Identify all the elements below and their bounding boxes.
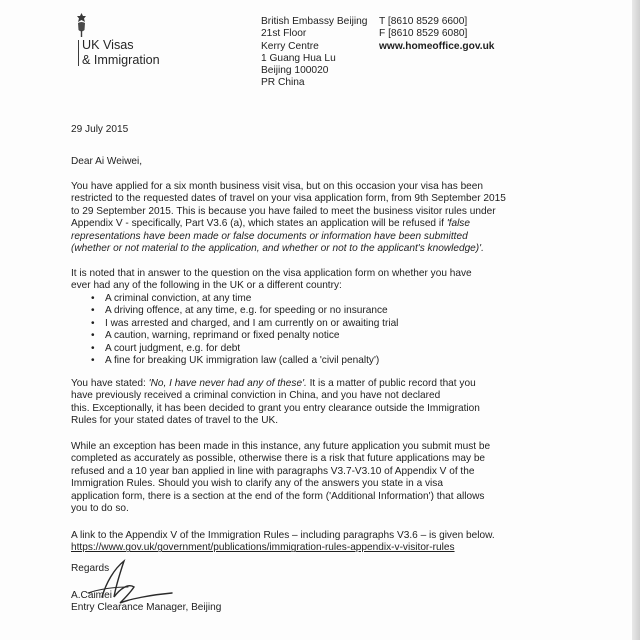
paragraph-line: to 29 September 2015. This is because you have failed to meet the business visitor rules under [71, 205, 496, 217]
page-edge [632, 0, 640, 640]
paragraph-question [71, 268, 523, 293]
paragraph-line: It is noted that in answer to the question on the visa application form on whether you have [71, 268, 472, 279]
list-item: • A caution, warning, reprimand or fixed penalty notice [91, 330, 398, 342]
address-line: Kerry Centre [261, 40, 319, 52]
paragraph-line: You have applied for a six month business visit visa, but on this occasion your visa has been [71, 181, 484, 192]
closing: Regards [71, 563, 110, 574]
paragraph-line: Rules for your stated dates of travel to the UK. [71, 415, 279, 427]
paragraph-line: While an exception has been made in this instance, any future application you submit must be [71, 441, 491, 452]
paragraph-line: this. Exceptionally, it has been decided to grant you entry clearance outside the Immigration [71, 402, 480, 414]
paragraph-text: It is a matter of public record that you [306, 378, 476, 389]
fax-label: F [379, 28, 386, 40]
paragraph-text: Appendix V - specifically, Part V3.6 (a), which states an application will be refused if [71, 218, 447, 230]
list-item: • A driving offence, at any time, e.g. for speeding or no insurance [91, 305, 398, 317]
paragraph-line: restricted to the requested dates of travel on your visa application form, from 9th September 2015 [71, 193, 506, 205]
letter-date: 29 July 2015 [71, 124, 129, 135]
list-item: • I was arrested and charged, and I am currently on or awaiting trial [91, 318, 398, 330]
quoted-rule-line: representations have been made or false documents or information have been submitted [71, 230, 468, 242]
paragraph-line: Immigration Rules. Should you wish to clarify any of the answers you state in a visa [71, 478, 443, 490]
conviction-list [91, 293, 398, 367]
address-line: Beijing 100020 [261, 65, 329, 77]
phone-number: [8610 8529 6600] [387, 16, 468, 27]
royal-crest-icon [74, 12, 89, 38]
list-item: • A fine for breaking UK immigration law (called a 'civil penalty') [91, 355, 398, 367]
paragraph-line [71, 378, 523, 390]
immigration-rules-link[interactable]: https://www.gov.uk/government/publications/immigration-rules-appendix-v-visitor-rules [71, 542, 455, 554]
paragraph-line: application form, there is a section at the end of the form ('Additional Information') that allows [71, 490, 485, 502]
paragraph-warning [71, 441, 523, 515]
fax-number: [8610 8529 6080] [388, 28, 468, 40]
website: www.homeoffice.gov.uk [379, 40, 495, 52]
brand-line-1: UK Visas [82, 38, 134, 52]
paragraph-link [71, 530, 523, 555]
paragraph-text: You have stated: [71, 378, 149, 389]
paragraph-statement [71, 378, 523, 428]
paragraph-line: completed as accurately as possible, otherwise there is a risk that future applications may be [71, 453, 486, 465]
paragraph-line: ever had any of the following in the UK or a different country: [71, 280, 342, 292]
salutation: Dear Ai Weiwei, [71, 156, 143, 167]
paragraph-visa-restriction [71, 181, 523, 255]
signatory-name: A.Caimei [71, 590, 112, 601]
phone-label: T [379, 16, 386, 27]
paragraph-line: A link to the Appendix V of the Immigration Rules – including paragraphs V3.6 – is given below. [71, 530, 495, 541]
list-item: • A criminal conviction, at any time [91, 293, 398, 305]
brand-line-2: & Immigration [82, 52, 160, 67]
address-line: British Embassy Beijing [261, 16, 368, 27]
address-line: 1 Guang Hua Lu [261, 52, 336, 64]
quoted-answer: 'No, I have never had any of these'. [148, 378, 307, 389]
contact-block [379, 16, 494, 53]
brand-name [82, 38, 160, 67]
paragraph-line [71, 218, 523, 230]
signatory-role: Entry Clearance Manager, Beijing [71, 602, 222, 613]
letterhead-rule [78, 40, 79, 66]
address-line: 21st Floor [261, 28, 307, 40]
list-item: • A court judgment, e.g. for debt [91, 343, 398, 355]
quoted-rule-line: (whether or not material to the application, and whether or not to the applicant's knowledge)'. [71, 243, 484, 255]
phone-row [379, 16, 494, 28]
paragraph-line: you to do so. [71, 503, 129, 515]
embassy-address [261, 16, 367, 90]
paragraph-line: have previously received a criminal conviction in China, and you have not declared [71, 390, 441, 402]
fax-row [379, 28, 494, 40]
address-line: PR China [261, 77, 305, 89]
quoted-rule-text: 'false [446, 218, 470, 230]
paragraph-line: refused and a 10 year ban applied in line with paragraphs V3.7-V3.10 of Appendix V of the [71, 465, 475, 477]
